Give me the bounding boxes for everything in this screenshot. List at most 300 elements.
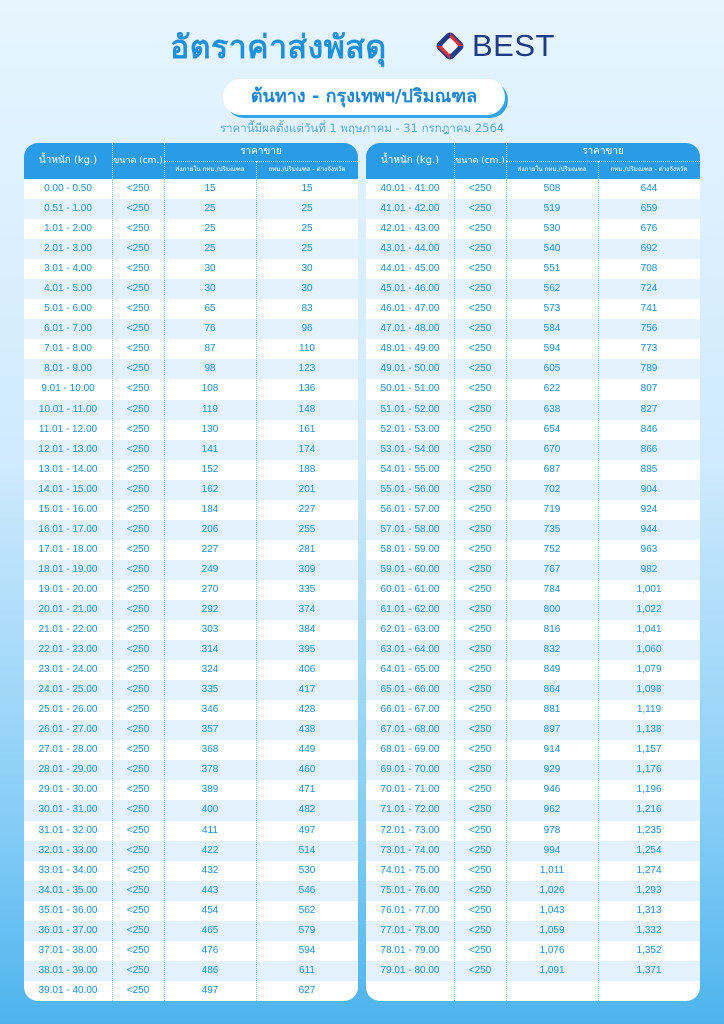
table-row — [366, 580, 700, 600]
column-divider — [598, 179, 599, 1001]
size-cell: <250 — [468, 543, 492, 555]
weight-cell: 56.01 - 57.00 — [380, 503, 440, 515]
price-local-cell: 929 — [543, 764, 561, 776]
price-upcountry-cell: 579 — [298, 924, 316, 936]
size-cell: <250 — [468, 884, 492, 896]
table-row — [366, 339, 700, 359]
table-row — [24, 981, 358, 1001]
table-row — [24, 680, 358, 700]
size-cell: <250 — [126, 924, 150, 936]
table-row — [366, 400, 700, 420]
table-row — [24, 339, 358, 359]
size-cell: <250 — [126, 644, 150, 656]
weight-cell: 78.01 - 79.00 — [380, 944, 440, 956]
price-local-cell: 594 — [543, 343, 561, 355]
price-upcountry-cell: 25 — [301, 243, 313, 255]
size-cell: <250 — [468, 283, 492, 295]
size-cell: <250 — [468, 784, 492, 796]
table-row — [366, 500, 700, 520]
weight-cell: 71.01 - 72.00 — [380, 804, 440, 816]
weight-cell: 38.01 - 39.00 — [38, 964, 98, 976]
price-upcountry-cell: 724 — [640, 283, 658, 295]
size-cell: <250 — [126, 403, 150, 415]
table-row — [366, 299, 700, 319]
size-cell: <250 — [468, 603, 492, 615]
size-cell: <250 — [126, 603, 150, 615]
size-cell: <250 — [126, 824, 150, 836]
header — [0, 0, 724, 140]
table-row — [366, 620, 700, 640]
price-local-cell: 800 — [543, 603, 561, 615]
rate-table-right — [366, 143, 700, 1001]
weight-cell: 31.01 - 32.00 — [38, 824, 98, 836]
weight-cell: 20.01 - 21.00 — [38, 603, 98, 615]
weight-cell: 67.01 - 68.00 — [380, 724, 440, 736]
price-upcountry-cell: 659 — [640, 203, 658, 215]
size-cell: <250 — [126, 263, 150, 275]
weight-cell: 72.01 - 73.00 — [380, 824, 440, 836]
price-upcountry-cell: 1,371 — [636, 964, 662, 976]
price-upcountry-cell: 30 — [301, 263, 313, 275]
table-header — [366, 143, 700, 179]
size-cell: <250 — [468, 403, 492, 415]
header-price: ราคาขาย — [240, 146, 282, 157]
price-local-cell: 454 — [201, 904, 219, 916]
column-divider — [112, 179, 113, 1001]
price-local-cell: 15 — [204, 183, 216, 194]
price-local-cell: 357 — [201, 724, 219, 736]
table-row — [366, 460, 700, 480]
price-local-cell: 530 — [543, 223, 561, 235]
header-price-local: ส่งภายใน กทม./ปริมณฑล — [517, 166, 587, 173]
page-title: อัตราค่าส่งพัสดุ — [170, 28, 387, 66]
table-row — [24, 279, 358, 299]
weight-cell: 23.01 - 24.00 — [38, 664, 98, 676]
price-local-cell: 378 — [201, 764, 219, 776]
price-upcountry-cell: 741 — [640, 303, 658, 315]
table-row — [366, 700, 700, 720]
table-row — [366, 660, 700, 680]
table-row — [366, 821, 700, 841]
table-row — [24, 199, 358, 219]
price-upcountry-cell: 1,254 — [636, 844, 662, 856]
size-cell: <250 — [126, 443, 150, 455]
price-upcountry-cell: 676 — [640, 223, 658, 235]
weight-cell: 24.01 - 25.00 — [38, 684, 98, 696]
price-local-cell: 130 — [201, 423, 219, 435]
weight-cell: 6.01 - 7.00 — [44, 323, 92, 335]
origin-label: ต้นทาง - กรุงเทพฯ/ปริมณฑล — [223, 79, 505, 115]
price-local-cell: 573 — [543, 303, 561, 315]
size-cell: <250 — [468, 203, 492, 215]
table-row — [24, 600, 358, 620]
size-cell: <250 — [126, 784, 150, 796]
table-row — [366, 740, 700, 760]
price-upcountry-cell: 227 — [298, 503, 316, 515]
brand-name: BEST — [472, 28, 555, 63]
price-local-cell: 65 — [204, 303, 216, 315]
table-row — [366, 961, 700, 981]
table-row — [24, 821, 358, 841]
size-cell: <250 — [468, 243, 492, 255]
price-local-cell: 1,076 — [539, 944, 565, 956]
weight-cell: 37.01 - 38.00 — [38, 944, 98, 956]
price-upcountry-cell: 428 — [298, 704, 316, 716]
price-local-cell: 638 — [543, 403, 561, 415]
weight-cell: 61.01 - 62.00 — [380, 603, 440, 615]
table-row — [24, 760, 358, 780]
price-local-cell: 443 — [201, 884, 219, 896]
table-row — [366, 540, 700, 560]
header-weight: น้ำหนัก (kg.) — [38, 155, 98, 166]
weight-cell: 54.01 - 55.00 — [380, 463, 440, 475]
price-local-cell: 605 — [543, 363, 561, 375]
table-row — [366, 680, 700, 700]
price-local-cell: 141 — [201, 443, 219, 455]
weight-cell: 74.01 - 75.00 — [380, 864, 440, 876]
weight-cell: 43.01 - 44.00 — [380, 243, 440, 255]
price-local-cell: 962 — [543, 804, 561, 816]
price-local-cell: 30 — [204, 283, 216, 295]
header-price-upcountry: กทม./ปริมณฑล - ต่างจังหวัด — [268, 166, 346, 173]
price-upcountry-cell: 438 — [298, 724, 316, 736]
price-upcountry-cell: 627 — [298, 984, 316, 996]
table-row — [24, 921, 358, 941]
price-upcountry-cell: 594 — [298, 944, 316, 956]
price-upcountry-cell: 161 — [298, 423, 316, 435]
size-cell: <250 — [468, 944, 492, 956]
table-row — [24, 520, 358, 540]
price-upcountry-cell: 866 — [640, 443, 658, 455]
size-cell: <250 — [126, 283, 150, 295]
price-local-cell: 25 — [204, 243, 216, 255]
price-local-cell: 881 — [543, 704, 561, 716]
weight-cell: 30.01 - 31.00 — [38, 804, 98, 816]
table-row — [24, 560, 358, 580]
price-local-cell: 389 — [201, 784, 219, 796]
weight-cell: 36.01 - 37.00 — [38, 924, 98, 936]
weight-cell: 66.01 - 67.00 — [380, 704, 440, 716]
table-row — [366, 219, 700, 239]
price-upcountry-cell: 846 — [640, 423, 658, 435]
price-upcountry-cell: 83 — [301, 303, 313, 315]
table-row — [366, 881, 700, 901]
weight-cell: 25.01 - 26.00 — [38, 704, 98, 716]
table-row — [24, 460, 358, 480]
size-cell: <250 — [126, 804, 150, 816]
price-upcountry-cell: 530 — [298, 864, 316, 876]
weight-cell: 70.01 - 71.00 — [380, 784, 440, 796]
price-upcountry-cell: 482 — [298, 804, 316, 816]
weight-cell: 15.01 - 16.00 — [38, 503, 98, 515]
size-cell: <250 — [126, 704, 150, 716]
header-size: ขนาด (cm.) — [455, 156, 505, 166]
size-cell: <250 — [468, 904, 492, 916]
size-cell: <250 — [126, 984, 150, 996]
size-cell: <250 — [126, 383, 150, 395]
price-upcountry-cell: 1,138 — [636, 724, 662, 736]
table-row — [366, 179, 700, 199]
size-cell: <250 — [126, 183, 150, 194]
size-cell: <250 — [126, 884, 150, 896]
size-cell: <250 — [126, 503, 150, 515]
weight-cell: 26.01 - 27.00 — [38, 724, 98, 736]
price-upcountry-cell: 136 — [298, 383, 316, 395]
header-divider — [256, 161, 257, 179]
price-local-cell: 25 — [204, 203, 216, 215]
table-row — [24, 901, 358, 921]
price-upcountry-cell: 1,001 — [636, 583, 662, 595]
price-local-cell: 1,011 — [539, 864, 565, 876]
price-upcountry-cell: 546 — [298, 884, 316, 896]
price-local-cell: 476 — [201, 944, 219, 956]
table-row — [366, 279, 700, 299]
price-local-cell: 249 — [201, 563, 219, 575]
table-row — [366, 319, 700, 339]
size-cell: <250 — [126, 463, 150, 475]
table-row — [24, 219, 358, 239]
weight-cell: 21.01 - 22.00 — [38, 624, 98, 636]
weight-cell: 32.01 - 33.00 — [38, 844, 98, 856]
weight-cell: 60.01 - 61.00 — [380, 583, 440, 595]
price-local-cell: 687 — [543, 463, 561, 475]
price-local-cell: 551 — [543, 263, 561, 275]
size-cell: <250 — [468, 423, 492, 435]
size-cell: <250 — [468, 704, 492, 716]
price-upcountry-cell: 982 — [640, 563, 658, 575]
weight-cell: 45.01 - 46.00 — [380, 283, 440, 295]
price-local-cell: 422 — [201, 844, 219, 856]
weight-cell: 53.01 - 54.00 — [380, 443, 440, 455]
size-cell: <250 — [126, 543, 150, 555]
size-cell: <250 — [126, 323, 150, 335]
weight-cell: 50.01 - 51.00 — [380, 383, 440, 395]
table-row — [366, 800, 700, 820]
price-upcountry-cell: 692 — [640, 243, 658, 255]
price-local-cell: 184 — [201, 503, 219, 515]
price-upcountry-cell: 395 — [298, 644, 316, 656]
size-cell: <250 — [468, 624, 492, 636]
size-cell: <250 — [126, 744, 150, 756]
table-row — [366, 901, 700, 921]
price-local-cell: 719 — [543, 503, 561, 515]
price-local-cell: 654 — [543, 423, 561, 435]
size-cell: <250 — [126, 483, 150, 495]
table-row — [24, 961, 358, 981]
weight-cell: 28.01 - 29.00 — [38, 764, 98, 776]
table-row — [366, 720, 700, 740]
size-cell: <250 — [468, 964, 492, 976]
price-upcountry-cell: 514 — [298, 844, 316, 856]
table-row — [24, 881, 358, 901]
header-divider — [164, 161, 358, 162]
price-upcountry-cell: 773 — [640, 343, 658, 355]
table-row — [24, 359, 358, 379]
price-local-cell: 519 — [543, 203, 561, 215]
price-local-cell: 994 — [543, 844, 561, 856]
price-local-cell: 946 — [543, 784, 561, 796]
weight-cell: 68.01 - 69.00 — [380, 744, 440, 756]
table-row — [24, 720, 358, 740]
price-local-cell: 670 — [543, 443, 561, 455]
price-local-cell: 314 — [201, 644, 219, 656]
weight-cell: 12.01 - 13.00 — [38, 443, 98, 455]
size-cell: <250 — [126, 684, 150, 696]
size-cell: <250 — [468, 523, 492, 535]
weight-cell: 1.01 - 2.00 — [44, 223, 92, 235]
price-upcountry-cell: 374 — [298, 603, 316, 615]
weight-cell: 39.01 - 40.00 — [38, 984, 98, 996]
price-local-cell: 400 — [201, 804, 219, 816]
size-cell: <250 — [468, 583, 492, 595]
price-upcountry-cell: 255 — [298, 523, 316, 535]
size-cell: <250 — [126, 844, 150, 856]
price-local-cell: 25 — [204, 223, 216, 235]
table-row — [366, 199, 700, 219]
price-upcountry-cell: 708 — [640, 263, 658, 275]
price-upcountry-cell: 827 — [640, 403, 658, 415]
price-upcountry-cell: 1,060 — [636, 644, 662, 656]
size-cell: <250 — [126, 624, 150, 636]
rate-table-left — [24, 143, 358, 1001]
weight-cell: 5.01 - 6.00 — [44, 303, 92, 315]
price-upcountry-cell: 1,274 — [636, 864, 662, 876]
size-cell: <250 — [468, 223, 492, 235]
price-local-cell: 978 — [543, 824, 561, 836]
size-cell: <250 — [126, 964, 150, 976]
table-row — [24, 259, 358, 279]
price-upcountry-cell: 96 — [301, 323, 313, 335]
weight-cell: 41.01 - 42.00 — [380, 203, 440, 215]
price-local-cell: 465 — [201, 924, 219, 936]
price-upcountry-cell: 309 — [298, 563, 316, 575]
size-cell: <250 — [468, 263, 492, 275]
weight-cell: 63.01 - 64.00 — [380, 644, 440, 656]
price-upcountry-cell: 1,332 — [636, 924, 662, 936]
table-row — [366, 379, 700, 399]
table-row — [24, 660, 358, 680]
table-row — [24, 941, 358, 961]
price-upcountry-cell: 1,216 — [636, 804, 662, 816]
weight-cell: 57.01 - 58.00 — [380, 523, 440, 535]
price-local-cell: 324 — [201, 664, 219, 676]
price-upcountry-cell: 885 — [640, 463, 658, 475]
table-row — [366, 560, 700, 580]
table-row — [24, 500, 358, 520]
price-local-cell: 1,059 — [539, 924, 565, 936]
price-local-cell: 816 — [543, 624, 561, 636]
price-upcountry-cell: 1,352 — [636, 944, 662, 956]
price-upcountry-cell: 110 — [299, 343, 315, 355]
weight-cell: 69.01 - 70.00 — [380, 764, 440, 776]
table-row — [24, 540, 358, 560]
price-upcountry-cell: 1,041 — [636, 624, 662, 636]
price-local-cell: 152 — [201, 463, 219, 475]
size-cell: <250 — [126, 243, 150, 255]
weight-cell: 8.01 - 9.00 — [44, 363, 92, 375]
size-cell: <250 — [468, 804, 492, 816]
price-upcountry-cell: 25 — [301, 203, 313, 215]
table-row — [366, 941, 700, 961]
table-row — [366, 780, 700, 800]
table-row — [366, 640, 700, 660]
table-row — [24, 861, 358, 881]
price-upcountry-cell: 417 — [298, 684, 316, 696]
weight-cell: 62.01 - 63.00 — [380, 624, 440, 636]
size-cell: <250 — [468, 824, 492, 836]
price-local-cell: 784 — [543, 583, 561, 595]
price-local-cell: 622 — [543, 383, 561, 395]
price-upcountry-cell: 1,235 — [636, 824, 662, 836]
price-upcountry-cell: 644 — [640, 183, 658, 194]
table-row — [24, 379, 358, 399]
size-cell: <250 — [468, 303, 492, 315]
column-divider — [454, 179, 455, 1001]
header-divider — [598, 161, 599, 179]
price-local-cell: 914 — [543, 744, 561, 756]
table-row — [24, 400, 358, 420]
price-upcountry-cell: 123 — [298, 363, 316, 375]
table-row — [24, 800, 358, 820]
header-price: ราคาขาย — [582, 146, 624, 157]
table-header — [24, 143, 358, 179]
table-row — [24, 780, 358, 800]
price-local-cell: 346 — [201, 704, 219, 716]
price-upcountry-cell: 406 — [298, 664, 316, 676]
price-upcountry-cell: 281 — [298, 543, 316, 555]
price-local-cell: 508 — [543, 183, 561, 194]
price-upcountry-cell: 497 — [298, 824, 316, 836]
size-cell: <250 — [468, 363, 492, 375]
size-cell: <250 — [126, 904, 150, 916]
table-row — [24, 440, 358, 460]
weight-cell: 65.01 - 66.00 — [380, 684, 440, 696]
price-upcountry-cell: 1,079 — [636, 664, 662, 676]
price-local-cell: 1,026 — [539, 884, 565, 896]
weight-cell: 40.01 - 41.00 — [380, 183, 440, 194]
table-row — [366, 480, 700, 500]
price-upcountry-cell: 1,098 — [636, 684, 662, 696]
price-local-cell: 76 — [204, 323, 216, 335]
table-row — [24, 239, 358, 259]
price-local-cell: 98 — [204, 363, 216, 375]
size-cell: <250 — [468, 503, 492, 515]
table-row — [24, 580, 358, 600]
size-cell: <250 — [126, 563, 150, 575]
price-upcountry-cell: 1,157 — [636, 744, 662, 756]
price-upcountry-cell: 611 — [299, 964, 315, 976]
price-upcountry-cell: 562 — [298, 904, 316, 916]
size-cell: <250 — [126, 664, 150, 676]
weight-cell: 27.01 - 28.00 — [38, 744, 98, 756]
price-upcountry-cell: 1,119 — [636, 704, 662, 716]
weight-cell: 44.01 - 45.00 — [380, 263, 440, 275]
price-local-cell: 897 — [543, 724, 561, 736]
size-cell: <250 — [126, 864, 150, 876]
table-body — [366, 179, 700, 981]
weight-cell: 58.01 - 59.00 — [380, 543, 440, 555]
price-local-cell: 227 — [201, 543, 219, 555]
price-upcountry-cell: 174 — [298, 443, 316, 455]
size-cell: <250 — [468, 563, 492, 575]
weight-cell: 3.01 - 4.00 — [44, 263, 92, 275]
size-cell: <250 — [126, 303, 150, 315]
price-upcountry-cell: 1,022 — [636, 603, 662, 615]
size-cell: <250 — [468, 864, 492, 876]
weight-cell: 14.01 - 15.00 — [38, 483, 98, 495]
table-row — [24, 299, 358, 319]
price-upcountry-cell: 904 — [640, 483, 658, 495]
